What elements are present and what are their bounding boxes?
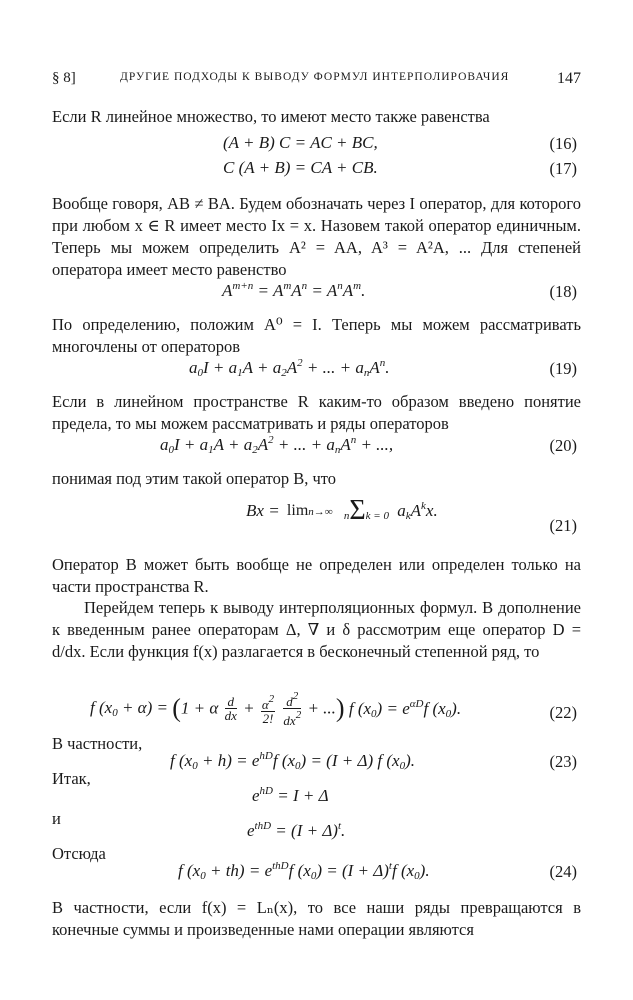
running-header xyxy=(52,70,581,90)
paragraph-2: Вообще говоря, AB ≠ BA. Будем обозначать через I оператор, для которого при любом x ∈ R имеет место Ix = x. Назовем такой оператор единичным. Теперь мы можем определить A² = AA, A³ = A²A, ... Для степеней оператора имеет место равенство xyxy=(52,194,581,279)
equation-16: (A + B) C = AC + BC, xyxy=(223,133,378,152)
equation-19: $a_0I + a_1A + a_2A^2$ + ... + $a_nA^n$. xyxy=(189,357,390,379)
equation-number: (24) xyxy=(549,862,577,881)
paragraph-5: понимая под этим такой оператор B, что xyxy=(52,469,337,488)
equation-22: f $(x_0 + \alpha) = (1 + \alpha$ $\frac{d}{dx}$ + $\frac{\alpha^2}{2!}$ $\frac{d^2}{dx^2}$ + ...) f $(x_0) = e^{\alpha D}f$ $(x_0)$. xyxy=(90,690,462,728)
equation-number: (19) xyxy=(549,359,577,378)
equation-24: f $(x_0 + th) = e^{thD}f$ $(x_0) = (I + \Delta)^tf$ $(x_0)$. xyxy=(178,860,430,882)
equation-18: $A^{m+n} = A^mA^n = A^nA^m$. xyxy=(222,280,366,300)
equation-20: $a_0I + a_1A + a_2A^2$ + ... + $a_nA^n$ + ..., xyxy=(160,434,394,456)
equation-number: (21) xyxy=(549,516,577,535)
paragraph-9: Итак, xyxy=(52,769,91,788)
page-number: 147 xyxy=(557,70,581,87)
equation-ehd: $e^{hD} = I + \Delta$ xyxy=(252,785,329,805)
paragraph-4: Если в линейном пространстве R каким-то образом введено понятие предела, то мы можем рассматривать и ряды операторов xyxy=(52,392,581,433)
equation-number: (20) xyxy=(549,436,577,455)
equation-number: (23) xyxy=(549,752,577,771)
equation-number: (17) xyxy=(549,159,577,178)
running-title: ДРУГИЕ ПОДХОДЫ К ВЫВОДУ ФОРМУЛ ИНТЕРПОЛИРОВАЧИЯ xyxy=(120,71,510,83)
equation-number: (22) xyxy=(549,703,577,722)
paragraph-12: В частности, если f(x) = Lₙ(x), то все наши ряды превращаются в конечные суммы и произведенные нами операции являются xyxy=(52,898,581,939)
paragraph-6: Оператор B может быть вообще не определен или определен только на части пространства R. xyxy=(52,555,581,596)
paragraph-10: и xyxy=(52,809,61,828)
equation-23: f $(x_0 + h) = e^{hD}f$ $(x_0) = (I + \Delta)$ f $(x_0)$. xyxy=(170,750,415,772)
paragraph-11: Отсюда xyxy=(52,844,106,863)
equation-17: C (A + B) = CA + CB. xyxy=(223,158,378,177)
paragraph-3: По определению, положим A⁰ = I. Теперь мы можем рассматривать многочлены от операторов xyxy=(52,315,581,356)
equation-ethd: $e^{thD} = (I + \Delta)^t$. xyxy=(247,820,346,840)
paragraph-7: Перейдем теперь к выводу интерполяционных формул. В дополнение к введенным ранее операторам Δ, ∇ и δ рассмотрим еще оператор D = d/dx. Если функция f(x) разлагается в бесконечный степенной ряд, то xyxy=(52,598,581,661)
paragraph-1: Если R линейное множество, то имеют место также равенства xyxy=(52,107,490,126)
paragraph-8: В частности, xyxy=(52,734,143,753)
equation-number: (16) xyxy=(549,134,577,153)
equation-21: Bx = limn→∞ nΣk = 0 $a_kA^kx$. xyxy=(246,495,438,526)
equation-number: (18) xyxy=(549,282,577,301)
section-marker: § 8] xyxy=(52,70,76,86)
